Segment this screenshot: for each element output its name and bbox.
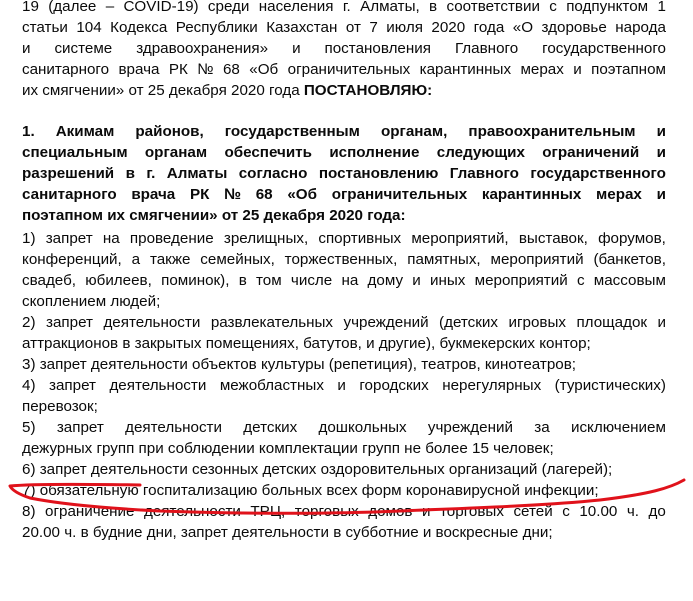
- list-line: [22, 270, 666, 291]
- word: государственного: [530, 165, 666, 182]
- word: государственным: [224, 123, 360, 140]
- word: за: [534, 419, 550, 436]
- list-line: [22, 501, 666, 522]
- word: городских: [359, 377, 429, 394]
- word: соответствии: [446, 0, 540, 15]
- word: государственного: [542, 40, 666, 57]
- word: массовым: [593, 272, 666, 289]
- word: –: [105, 0, 115, 15]
- word: 2): [22, 314, 36, 331]
- word: запрет: [45, 230, 93, 247]
- word: 68: [222, 61, 240, 78]
- word: зрелищных,: [223, 230, 309, 247]
- word: форумов,: [598, 230, 666, 247]
- word: (детских: [439, 314, 498, 331]
- word: 104: [76, 19, 102, 36]
- word: развлекательных: [210, 314, 334, 331]
- word: мерах: [596, 186, 642, 203]
- word: домов: [368, 503, 413, 520]
- word: РК: [189, 186, 210, 203]
- word: (далее: [48, 0, 97, 15]
- word: 68: [255, 186, 273, 203]
- word: торговых: [294, 503, 359, 520]
- word: и: [657, 314, 666, 331]
- word: в: [125, 165, 135, 182]
- word: том: [256, 272, 282, 289]
- list-line: перевозок;: [22, 398, 98, 415]
- word: здравоохранения»: [136, 40, 269, 57]
- word: 7: [369, 19, 378, 36]
- word: разрешений: [22, 165, 115, 182]
- word: районов,: [135, 123, 204, 140]
- word: статьи: [22, 19, 68, 36]
- word: июля: [386, 19, 423, 36]
- section-line: [22, 184, 666, 205]
- word: семейных,: [200, 251, 275, 268]
- word: мероприятий: [490, 251, 584, 268]
- word: площадок: [576, 314, 648, 331]
- word: 2020: [431, 19, 466, 36]
- word: народа: [615, 19, 666, 36]
- word: деятельности: [125, 419, 222, 436]
- word: ч.: [626, 503, 640, 520]
- word: года: [473, 19, 505, 36]
- list-line: [22, 249, 666, 270]
- word: с: [576, 272, 585, 289]
- word: Республики: [175, 19, 258, 36]
- word: и: [412, 272, 421, 289]
- section-1-heading: [22, 121, 666, 226]
- word: ограничение: [45, 503, 135, 520]
- word: постановления: [324, 40, 431, 57]
- word: выставок,: [518, 230, 588, 247]
- word: врача: [118, 61, 160, 78]
- word: Главного: [454, 40, 519, 57]
- word: Казахстан: [266, 19, 338, 36]
- word: и: [22, 40, 31, 57]
- word: деятельности: [143, 503, 241, 520]
- word: Алматы,: [360, 0, 420, 15]
- word: нерегулярных: [442, 377, 542, 394]
- list-line: скоплением людей;: [22, 293, 161, 310]
- word: 1.: [22, 123, 35, 140]
- word: карантинных: [481, 186, 582, 203]
- word: межобластных: [219, 377, 324, 394]
- word: 8): [22, 503, 36, 520]
- word: РК: [168, 61, 188, 78]
- list-line: аттракционов в закрытых помещениях, батутов, и другие), букмекерских контор;: [22, 335, 591, 352]
- word: и: [292, 40, 301, 57]
- word: здоровье: [541, 19, 607, 36]
- word: на: [102, 230, 120, 247]
- word: до: [648, 503, 666, 520]
- list-line: [22, 228, 666, 249]
- word: ограничительных: [331, 186, 468, 203]
- intro-line-text: их смягчении» от 25 декабря 2020 года: [22, 82, 304, 99]
- word: COVID-19): [123, 0, 199, 15]
- word: и: [573, 61, 582, 78]
- word: 19: [22, 0, 39, 15]
- word: спортивных: [318, 230, 402, 247]
- word: ограничений: [542, 144, 640, 161]
- word: ограничительных: [287, 61, 411, 78]
- word: органам: [144, 144, 208, 161]
- word: мерах: [520, 61, 564, 78]
- word: подпунктом: [566, 0, 649, 15]
- word: санитарного: [22, 61, 110, 78]
- word: и: [656, 123, 666, 140]
- restrictions-list: [22, 228, 666, 543]
- word: учреждений: [427, 419, 513, 436]
- word: свадеб,: [22, 272, 76, 289]
- word: «О: [512, 19, 534, 36]
- intro-line: [22, 0, 666, 17]
- section-line: [22, 121, 666, 142]
- word: игровых: [508, 314, 566, 331]
- word: на: [341, 272, 359, 289]
- word: 1): [22, 230, 36, 247]
- resolution-word: ПОСТАНОВЛЯЮ:: [303, 82, 433, 99]
- word: и: [337, 377, 346, 394]
- word: исключением: [570, 419, 666, 436]
- word: Акимам: [55, 123, 115, 140]
- word: г.: [342, 0, 351, 15]
- word: в: [238, 272, 247, 289]
- word: торжественных,: [284, 251, 398, 268]
- list-line: [22, 417, 666, 438]
- list-line: [22, 312, 666, 333]
- word: 4): [22, 377, 36, 394]
- word: запрет: [45, 314, 93, 331]
- word: и: [656, 144, 666, 161]
- word: числе: [290, 272, 333, 289]
- word: мероприятий: [474, 272, 568, 289]
- word: 1: [657, 0, 666, 15]
- word: и: [422, 503, 431, 520]
- word: запрет: [48, 377, 96, 394]
- intro-line: [22, 38, 666, 59]
- word: №: [224, 186, 242, 203]
- section-line: [22, 142, 666, 163]
- word: запрет: [56, 419, 104, 436]
- word: специальным: [22, 144, 128, 161]
- word: Алматы: [166, 165, 228, 182]
- word: дошкольных: [318, 419, 407, 436]
- list-line-highlighted: 7) обязательную госпитализацию больных всех форм коронавирусной инфекции;: [22, 482, 599, 499]
- word: «Об: [249, 61, 279, 78]
- section-line: [22, 163, 666, 184]
- word: ТРЦ,: [250, 503, 286, 520]
- word: системе: [54, 40, 113, 57]
- list-line: 3) запрет деятельности объектов культуры (репетиция), театров, кинотеатров;: [22, 356, 577, 373]
- word: г.: [146, 165, 156, 182]
- word: памятных,: [407, 251, 481, 268]
- word: деятельности: [103, 314, 201, 331]
- word: детских: [243, 419, 298, 436]
- word: населения: [258, 0, 334, 15]
- word: карантинных: [419, 61, 512, 78]
- word: поминок),: [161, 272, 230, 289]
- word: деятельности: [109, 377, 207, 394]
- word: 5): [22, 419, 36, 436]
- section-line: поэтапном их смягчении» от 25 декабря 2020 года:: [22, 207, 406, 224]
- word: поэтапном: [591, 61, 666, 78]
- word: врача: [131, 186, 176, 203]
- word: с: [562, 503, 570, 520]
- list-line: дежурных групп при соблюдении комплектации групп не более 15 человек;: [22, 440, 554, 457]
- word: мероприятий,: [411, 230, 509, 247]
- word: дому: [367, 272, 404, 289]
- word: среди: [207, 0, 250, 15]
- word: обеспечить: [224, 144, 312, 161]
- intro-line: [22, 59, 666, 80]
- word: юбилеев,: [85, 272, 152, 289]
- word: в: [429, 0, 438, 15]
- word: проведение: [129, 230, 214, 247]
- intro-paragraph: [22, 0, 666, 101]
- word: санитарного: [22, 186, 117, 203]
- intro-line: [22, 17, 666, 38]
- word: №: [197, 61, 214, 78]
- word: также: [149, 251, 191, 268]
- word: торговых: [440, 503, 504, 520]
- word: согласно: [238, 165, 308, 182]
- word: учреждений: [343, 314, 429, 331]
- list-line: 20.00 ч. в будние дни, запрет деятельности в субботние и воскресные дни;: [22, 524, 553, 541]
- intro-line-last: [22, 80, 666, 101]
- word: Кодекса: [110, 19, 168, 36]
- word: конференций,: [22, 251, 122, 268]
- list-line: 6) запрет деятельности сезонных детских оздоровительных организаций (лагерей);: [22, 461, 613, 478]
- word: следующих: [436, 144, 525, 161]
- word: с: [549, 0, 557, 15]
- word: исполнение: [329, 144, 420, 161]
- word: правоохранительным: [468, 123, 636, 140]
- word: и: [656, 186, 666, 203]
- word: «Об: [287, 186, 317, 203]
- word: сетей: [513, 503, 553, 520]
- word: а: [131, 251, 141, 268]
- word: иных: [430, 272, 466, 289]
- word: Главного: [449, 165, 519, 182]
- word: от: [345, 19, 361, 36]
- word: (туристических): [554, 377, 666, 394]
- word: органам,: [380, 123, 448, 140]
- word: постановлению: [318, 165, 439, 182]
- word: 10.00: [579, 503, 618, 520]
- word: (банкетов,: [593, 251, 666, 268]
- list-line: [22, 375, 666, 396]
